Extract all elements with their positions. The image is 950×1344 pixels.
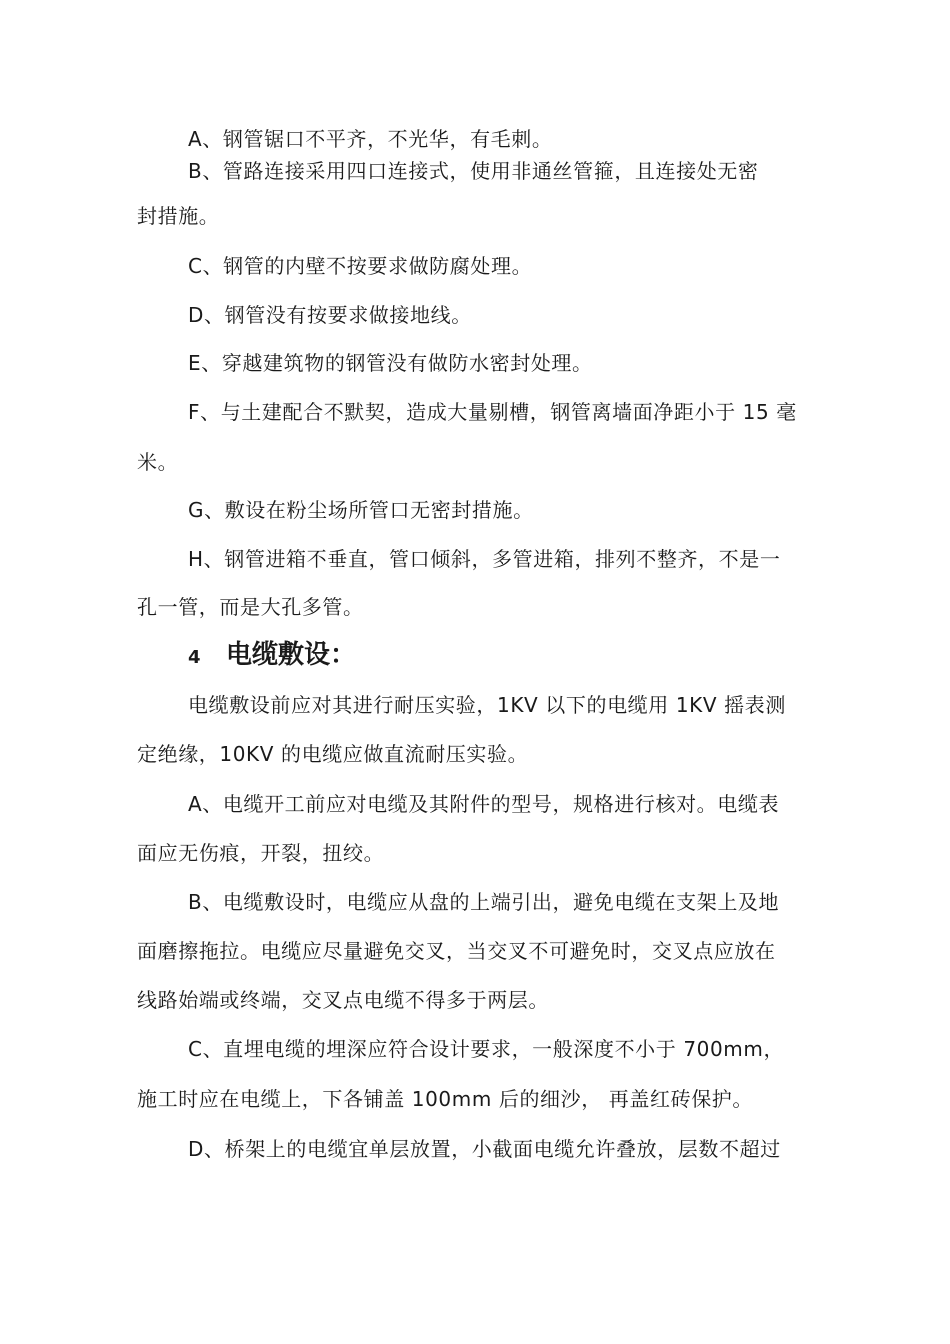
intro-line-2: 定绝缘，10KV 的电缆应做直流耐压实验。	[137, 742, 529, 766]
cable-item-b-line-1: B、电缆敷设时，电缆应从盘的上端引出，避免电缆在支架上及地	[188, 890, 780, 914]
section-heading	[188, 639, 356, 674]
item-g-steel-pipe: G、敷设在粉尘场所管口无密封措施。	[188, 498, 534, 522]
item-c-steel-pipe: C、钢管的内壁不按要求做防腐处理。	[188, 254, 533, 278]
item-e-steel-pipe: E、穿越建筑物的钢管没有做防水密封处理。	[188, 351, 593, 375]
intro-line-1: 电缆敷设前应对其进行耐压实验，1KV 以下的电缆用 1KV 摇表测	[188, 693, 786, 717]
cable-item-b-line-2: 面磨擦拖拉。电缆应尽量避免交叉，当交叉不可避免时，交叉点应放在	[137, 939, 776, 963]
section-number: 4	[188, 647, 201, 668]
item-b-steel-pipe-cont: 封措施。	[137, 204, 220, 228]
cable-item-a-line-1: A、电缆开工前应对电缆及其附件的型号，规格进行核对。电缆表	[188, 792, 780, 816]
cable-item-d-line-1: D、桥架上的电缆宜单层放置，小截面电缆允许叠放，层数不超过	[188, 1137, 781, 1161]
item-a-steel-pipe: A、钢管锯口不平齐，不光华，有毛刺。	[188, 127, 553, 151]
item-f-steel-pipe: F、与土建配合不默契，造成大量剔槽，钢管离墙面净距小于 15 毫	[188, 400, 797, 424]
item-b-steel-pipe: B、管路连接采用四口连接式，使用非通丝管箍，且连接处无密	[188, 159, 759, 183]
section-title: 电缆敷设：	[226, 640, 357, 670]
cable-item-a-line-2: 面应无伤痕，开裂，扭绞。	[137, 841, 385, 865]
item-h-steel-pipe-cont: 孔一管，而是大孔多管。	[137, 595, 364, 619]
cable-item-b-line-3: 线路始端或终端，交叉点电缆不得多于两层。	[137, 988, 549, 1012]
cable-item-c-line-2: 施工时应在电缆上，下各铺盖 100mm 后的细沙， 再盖红砖保护。	[137, 1087, 754, 1111]
item-h-steel-pipe: H、钢管进箱不垂直，管口倾斜，多管进箱，排列不整齐，不是一	[188, 547, 781, 571]
item-f-steel-pipe-cont: 米。	[137, 450, 179, 474]
cable-item-c-line-1: C、直埋电缆的埋深应符合设计要求，一般深度不小于 700mm，	[188, 1037, 785, 1061]
item-d-steel-pipe: D、钢管没有按要求做接地线。	[188, 303, 472, 327]
